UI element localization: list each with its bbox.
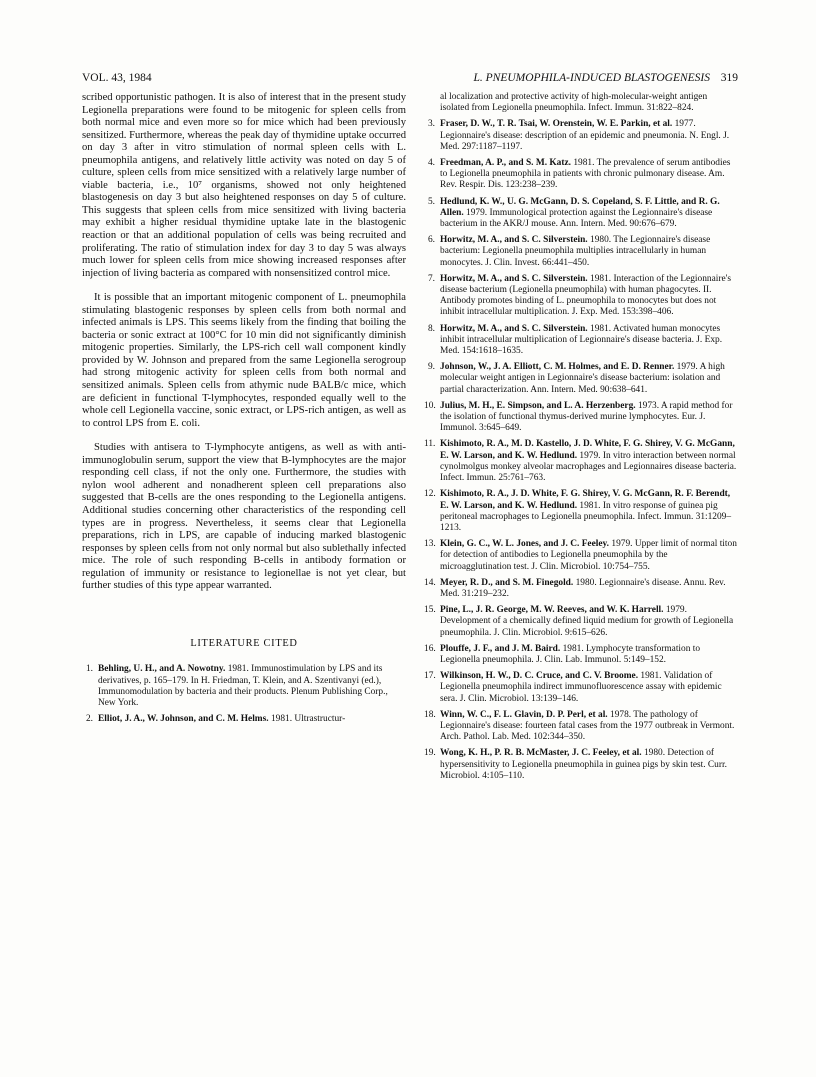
- reference-details: 1981. Lymphocyte transformation to Legionella pneumophila. J. Clin. Lab. Immunol. 5:149–152.: [440, 643, 701, 665]
- reference-authors: Plouffe, J. F., and J. M. Baird.: [440, 643, 561, 654]
- reference-authors: Freedman, A. P., and S. M. Katz.: [440, 158, 571, 169]
- reference-authors: Winn, W. C., F. L. Glavin, D. P. Perl, et al.: [440, 709, 608, 720]
- page-number: 319: [720, 72, 738, 84]
- reference-details: 1981. Ultrastructur-: [268, 714, 346, 725]
- reference-details: 1979. In vitro interaction between normal cynolmolgus monkey alveolar macrophages and Legionnaires disease bacteria. Infect. Immun. 25:761–763.: [440, 450, 737, 484]
- reference-details: 1973. A rapid method for the isolation of functional thymus-derived murine lymphocytes. Eur. J. Immunol. 3:645–649.: [440, 400, 733, 434]
- reference-details: 1981. Validation of Legionella pneumophila indirect immunofluorescence assay with epidemic sera. J. Clin. Microbiol. 13:139–146.: [440, 671, 722, 704]
- reference-details: 1980. Legionnaire's disease. Annu. Rev. Med. 31:219–232.: [440, 577, 726, 599]
- reference-entry: [424, 439, 738, 484]
- reference-number: 15.: [424, 605, 436, 616]
- reference-number: 14.: [424, 577, 436, 588]
- reference-authors: Kishimoto, R. A., M. D. Kastello, J. D. White, F. G. Shirey, V. G. McGann, E. W. Larson, and K. W. Hedlund.: [440, 439, 735, 461]
- reference-number: 7.: [427, 273, 435, 284]
- reference-authors: Wong, K. H., P. R. B. McMaster, J. C. Feeley, et al.: [440, 748, 642, 759]
- body-paragraph: scribed opportunistic pathogen. It is also of interest that in the present study Legionella preparations were found to be mitogenic for spleen cells from both normal mice and even more so for mice which had been previously sensitized. Furthermore, whereas the peak day of thymidine uptake occurred on day 3 after in vitro stimulation of normal spleen cells with L. pneumophila antigens, and relatively little activity was noted on day 5 of culture, spleen cells from mice sensitized with a relatively large number of viable bacteria, i.e., 10⁷ organisms, showed not only heightened blastogenesis on day 3 but also heightened responses on day 5 of culture. This suggests that spleen cells from mice sensitized with living bacteria may exhibit a higher residual thymidine uptake late in the blastogenic reaction or that an additional population of cells was being recruited and proliferating. The ratio of stimulation index for day 3 to day 5 was always much lower for spleen cells from mice showing increased responses after injection of living bacteria as compared with nonsensitized control mice.: [82, 92, 406, 279]
- reference-details: 1979. Immunological protection against the Legionnaire's disease bacterium in the AKR/J mouse. Ann. Intern. Med. 90:676–679.: [440, 207, 713, 230]
- reference-number: 9.: [427, 362, 435, 373]
- reference-details: 1980. The Legionnaire's disease bacterium: Legionella pneumophila multiplies intracellularly in human monocytes. J. Clin. Invest. 66:441–450.: [440, 235, 711, 268]
- reference-entry: [82, 714, 406, 725]
- reference-number: 17.: [424, 671, 436, 682]
- volume-label: VOL. 43, 1984: [82, 72, 152, 84]
- reference-details: 1981. Interaction of the Legionnaire's disease bacterium (Legionella pneumophila) with human phagocytes. II. Antibody promotes binding of L. pneumophila to monocytes but does not inhibit intracellular multiplication. J. Exp. Med. 153:398–406.: [440, 273, 731, 318]
- reference-entry: [424, 671, 738, 705]
- reference-number: 10.: [424, 400, 436, 411]
- reference-authors: Wilkinson, H. W., D. C. Cruce, and C. V. Broome.: [440, 671, 639, 682]
- body-paragraph: It is possible that an important mitogenic component of L. pneumophila stimulating blastogenic responses by spleen cells from both normal and infected animals is LPS. This seems likely from the finding that boiling the bacteria or sonic extract at 100°C for 10 min did not significantly diminish mitogenic properties. Similarly, the LPS-rich cell wall component kindly provided by W. Johnson and prepared from the same Legionella serogroup had strong mitogenic activity for spleen cells from both normal and sensitized animals. Spleen cells from athymic nude BALB/c mice, which are deficient in functional T-lymphocytes, responded equally well to the whole cell Legionella vaccine, sonic extract, or LPS-rich antigen, as well as to control LPS from E. coli.: [82, 292, 406, 429]
- reference-entry: [82, 664, 406, 709]
- reference-details: 1981. The prevalence of serum antibodies to Legionella pneumophila in patients with chronic pulmonary disease. Am. Rev. Respir. Dis. 123:238–239.: [440, 158, 731, 191]
- reference-entry: [424, 605, 738, 639]
- reference-entry: [424, 197, 738, 231]
- reference-entry: [424, 274, 738, 319]
- running-header: [82, 72, 738, 88]
- reference-details: 1979. Upper limit of normal titon for detection of antibodies to Legionella pneumophila by the microagglutination test. J. Clin. Microbiol. 10:754–755.: [440, 539, 737, 572]
- reference-list-right: [424, 119, 738, 782]
- reference-authors: Behling, U. H., and A. Nowotny.: [98, 664, 226, 675]
- reference-details: 1979. A high molecular weight antigen in Legionnaire's disease bacterium: isolation and partial characterization. Ann. Intern. Med. 90:638–641.: [440, 362, 725, 395]
- reference-number: 13.: [424, 539, 436, 550]
- reference-details: 1979. Development of a chemically defined liquid medium for growth of Legionella pneumophila. J. Clin. Microbiol. 9:615–626.: [440, 605, 734, 638]
- reference-details: 1977. Legionnaire's disease: description of an epidemic and pneumonia. N. Engl. J. Med. 297:1187–1197.: [440, 119, 730, 152]
- reference-authors: Johnson, W., J. A. Elliott, C. M. Holmes, and E. D. Renner.: [440, 362, 675, 373]
- reference-authors: Klein, G. C., W. L. Jones, and J. C. Feeley.: [440, 539, 610, 550]
- reference-number: 11.: [424, 439, 436, 450]
- reference-authors: Julius, M. H., E. Simpson, and L. A. Herzenberg.: [440, 400, 636, 411]
- reference-details: 1978. The pathology of Legionnaire's disease: fourteen fatal cases from the 1977 outbreak in Vermont. Arch. Pathol. Lab. Med. 102:344–350.: [440, 709, 735, 743]
- reference-authors: Meyer, R. D., and S. M. Finegold.: [440, 577, 574, 588]
- reference-number: 1.: [85, 664, 93, 675]
- reference-entry: [424, 748, 738, 782]
- reference-authors: Hedlund, K. W., U. G. McGann, D. S. Copeland, S. F. Little, and R. G. Allen.: [440, 196, 720, 218]
- body-paragraph: Studies with antisera to T-lymphocyte antigens, as well as with anti-immunoglobulin serum, support the view that B-lymphocytes are the major responding cell class, if not the only one. Furthermore, the studies with nylon wool adherent and nonadherent spleen cell preparations also suggested that B-cells are the ones responding to the Legionella antigens. Additional studies concerning other characteristics of the responding cell types are in progress. Nevertheless, it seems clear that Legionella preparations, rich in LPS, are capable of inducing marked blastogenic responses by spleen cells from not only normal but also sublethally infected mice. The role of such responding B-cells in antibody formation or regulation of immunity or resistance to legionellae is not yet clear, but further studies of this type appear warranted.: [82, 442, 406, 592]
- reference-entry: [424, 710, 738, 744]
- reference-entry: [424, 119, 738, 153]
- reference-details: 1981. Activated human monocytes inhibit intracellular multiplication of Legionnaire's disease bacteria. J. Exp. Med. 154:1618–1635.: [440, 323, 723, 357]
- reference-number: 6.: [427, 235, 435, 246]
- reference-number: 5.: [427, 196, 435, 207]
- reference-number: 2.: [85, 714, 93, 725]
- reference-authors: Elliot, J. A., W. Johnson, and C. M. Helms.: [98, 714, 269, 725]
- reference-number: 4.: [427, 158, 435, 169]
- reference-entry: [424, 644, 738, 666]
- reference-number: 12.: [424, 489, 436, 500]
- reference-details: 1981. In vitro response of guinea pig peritoneal macrophages to Legionella pneumophila. Infect. Immun. 31:1209–1213.: [440, 500, 732, 533]
- reference-number: 8.: [427, 323, 435, 334]
- literature-cited-heading: LITERATURE CITED: [190, 637, 298, 649]
- reference-continuation: [424, 92, 738, 114]
- reference-authors: Horwitz, M. A., and S. C. Silverstein.: [440, 323, 588, 334]
- reference-details: 1980. Detection of hypersensitivity to Legionella pneumophila in guinea pigs by skin test. Curr. Microbiol. 4:105–110.: [440, 748, 727, 781]
- reference-details: 1981. Immunostimulation by LPS and its derivatives, p. 165–179. In H. Friedman, T. Klein, and A. Szentivanyi (ed.), Immunomodulation by bacteria and their products. Plenum Publishing Corp., New York.: [98, 664, 388, 708]
- right-column: [424, 92, 738, 787]
- reference-number: 18.: [424, 709, 436, 720]
- reference-authors: Horwitz, M. A., and S. C. Silverstein.: [440, 273, 588, 284]
- reference-authors: Fraser, D. W., T. R. Tsai, W. Orenstein, W. E. Parkin, et al.: [440, 119, 673, 130]
- reference-entry: [424, 539, 738, 573]
- reference-number: 16.: [424, 643, 436, 654]
- reference-entry: [424, 158, 738, 192]
- reference-authors: Pine, L., J. R. George, M. W. Reeves, and W. K. Harrell.: [440, 605, 664, 616]
- running-title: L. PNEUMOPHILA-INDUCED BLASTOGENESIS: [473, 72, 710, 84]
- reference-list-left: [82, 664, 406, 725]
- reference-entry: [424, 578, 738, 600]
- reference-authors: Kishimoto, R. A., J. D. White, F. G. Shirey, V. G. McGann, R. F. Berendt, E. W. Larson, and K. W. Hedlund.: [440, 489, 731, 511]
- reference-entry: [424, 362, 738, 396]
- reference-entry: [424, 235, 738, 269]
- reference-entry: [424, 401, 738, 435]
- reference-entry: [424, 489, 738, 534]
- left-column: [82, 92, 406, 730]
- reference-number: 19.: [424, 748, 436, 759]
- reference-entry: [424, 324, 738, 358]
- reference-number: 3.: [427, 119, 435, 130]
- reference-authors: Horwitz, M. A., and S. C. Silverstein.: [440, 235, 588, 246]
- reference-continuation-text: al localization and protective activity of high-molecular-weight antigen isolated from Legionella pneumophila. Infect. Immun. 31:822–824.: [440, 92, 708, 114]
